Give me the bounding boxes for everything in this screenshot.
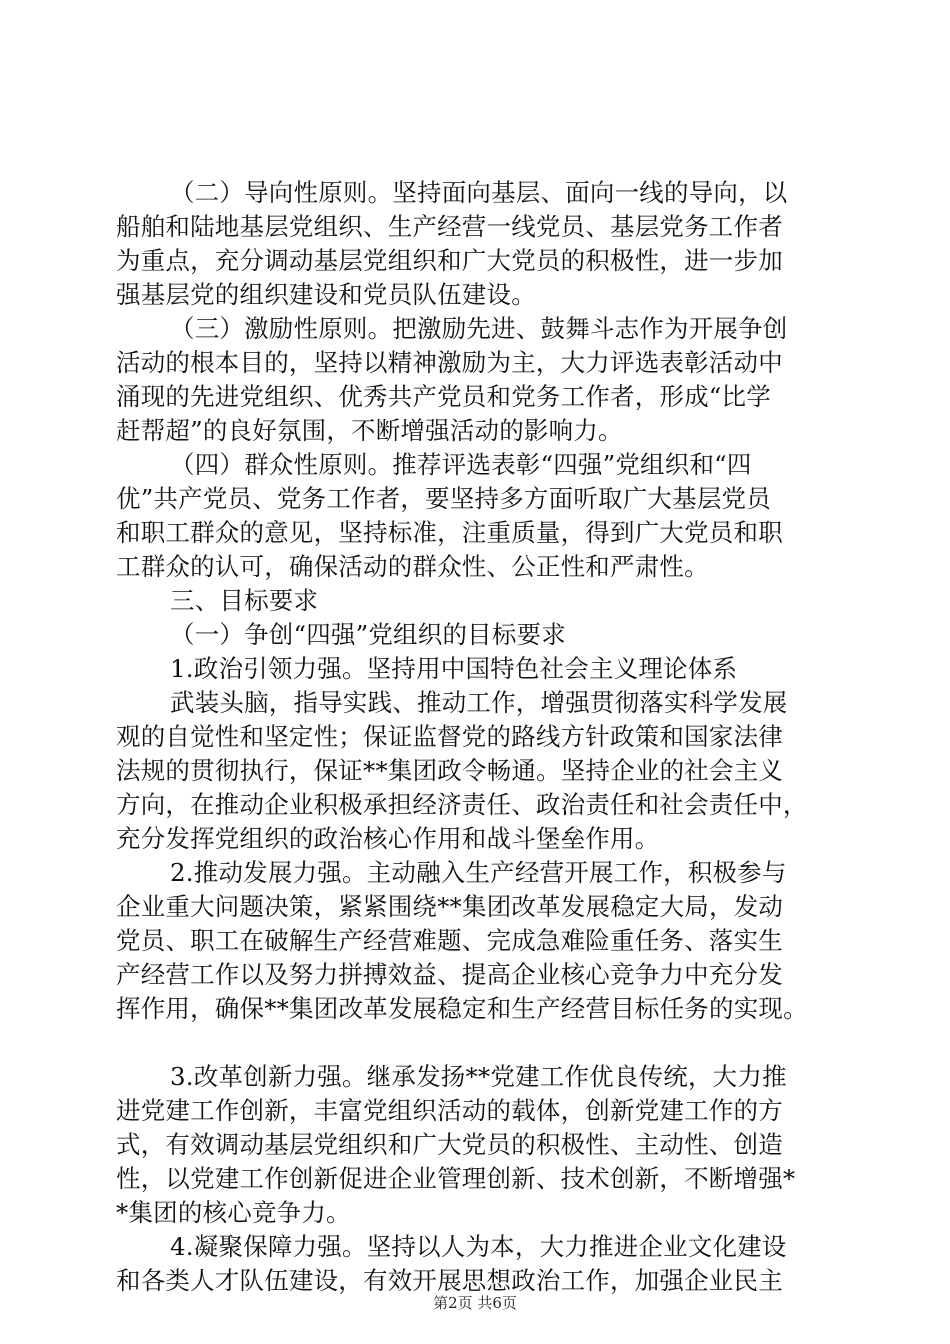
text-line: 活动的根本目的，坚持以精神激励为主，大力评选表彰活动中 <box>116 348 783 377</box>
text-line: 2.推动发展力强。主动融入生产经营开展工作，积极参与 <box>170 858 787 887</box>
text-line: 为重点，充分调动基层党组织和广大党员的积极性，进一步加 <box>116 246 783 275</box>
text-line: 观的自觉性和坚定性；保证监督党的路线方针政策和国家法律 <box>116 722 783 751</box>
text-line: 式，有效调动基层党组织和广大党员的积极性、主动性、创造 <box>116 1130 783 1159</box>
text-line: 船舶和陆地基层党组织、生产经营一线党员、基层党务工作者 <box>116 212 783 241</box>
text-line: （二）导向性原则。坚持面向基层、面向一线的导向，以 <box>170 178 788 207</box>
text-line: 和职工群众的意见，坚持标准，注重质量，得到广大党员和职 <box>116 518 783 547</box>
text-line: 方向，在推动企业积极承担经济责任、政治责任和社会责任中， <box>116 790 808 819</box>
text-line: 进党建工作创新，丰富党组织活动的载体，创新党建工作的方 <box>116 1096 783 1125</box>
subsection-heading: （一）争创“四强”党组织的目标要求 <box>170 620 566 649</box>
text-line: 党员、职工在破解生产经营难题、完成急难险重任务、落实生 <box>116 926 783 955</box>
text-line: （三）激励性原则。把激励先进、鼓舞斗志作为开展争创 <box>170 314 788 343</box>
text-line: 涌现的先进党组织、优秀共产党员和党务工作者，形成“比学 <box>116 382 771 411</box>
text-line: （四）群众性原则。推荐评选表彰“四强”党组织和“四 <box>170 450 752 479</box>
text-line: 赶帮超”的良好氛围，不断增强活动的影响力。 <box>116 416 623 445</box>
text-line: 产经营工作以及努力拼搏效益、提高企业核心竞争力中充分发 <box>116 960 783 989</box>
text-line: 性，以党建工作创新促进企业管理创新、技术创新，不断增强* <box>116 1164 796 1193</box>
text-line: 武装头脑，指导实践、推动工作，增强贯彻落实科学发展 <box>170 688 788 717</box>
text-line: 和各类人才队伍建设，有效开展思想政治工作，加强企业民主 <box>116 1266 783 1295</box>
text-line: *集团的核心竞争力。 <box>116 1198 351 1227</box>
section-heading: 三、目标要求 <box>170 586 319 615</box>
text-line: 4.凝聚保障力强。坚持以人为本，大力推进企业文化建设 <box>170 1232 787 1261</box>
text-line: 充分发挥党组织的政治核心作用和战斗堡垒作用。 <box>116 824 660 853</box>
text-line: 1.政治引领力强。坚持用中国特色社会主义理论体系 <box>170 654 738 683</box>
text-line: 法规的贯彻执行，保证**集团政令畅通。坚持企业的社会主义 <box>116 756 784 785</box>
text-line: 优”共产党员、党务工作者，要坚持多方面听取广大基层党员 <box>116 484 771 513</box>
text-line: 3.改革创新力强。继承发扬**党建工作优良传统，大力推 <box>170 1062 787 1091</box>
text-line: 企业重大问题决策，紧紧围绕**集团改革发展稳定大局，发动 <box>116 892 784 921</box>
page-number-footer: 第2页 共6页 <box>433 1294 517 1312</box>
text-line: 强基层党的组织建设和党员队伍建设。 <box>116 280 536 309</box>
text-line: 挥作用，确保**集团改革发展稳定和生产经营目标任务的实现。 <box>116 994 808 1023</box>
text-line: 工群众的认可，确保活动的群众性、公正性和严肃性。 <box>116 552 709 581</box>
